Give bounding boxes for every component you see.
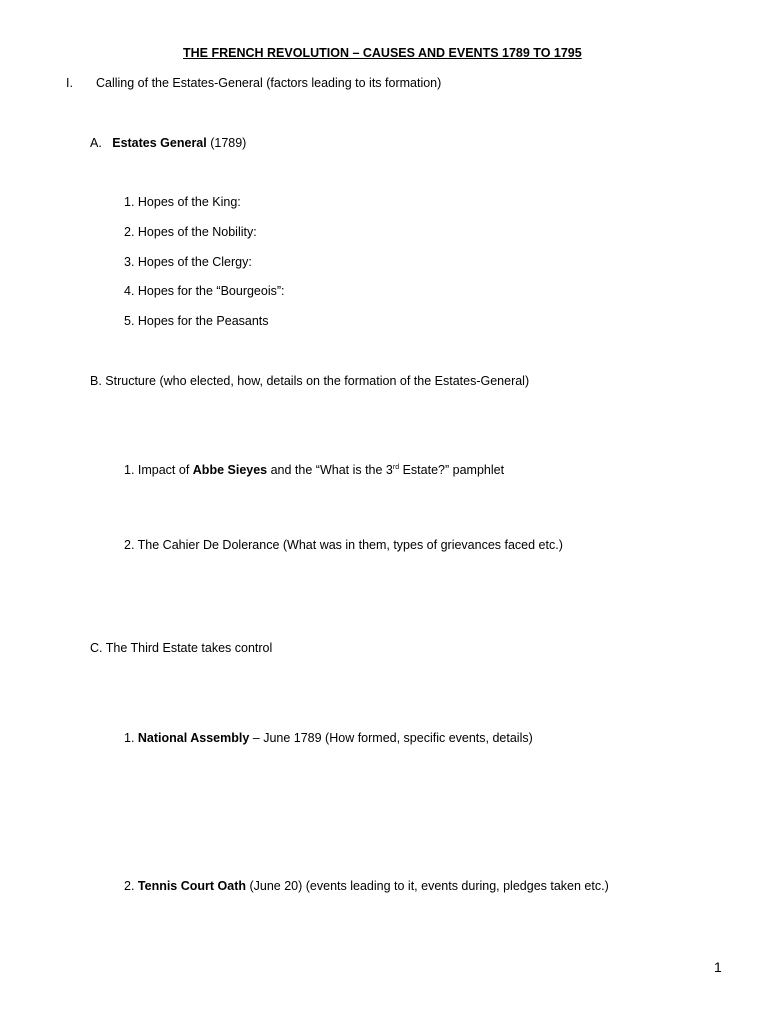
- section-c-item-2-prefix: 2.: [124, 879, 138, 893]
- section-b-item-1-bold: Abbe Sieyes: [192, 463, 268, 477]
- list-item: 2. Hopes of the Nobility:: [124, 225, 257, 239]
- section-c-item-1-bold: National Assembly: [137, 731, 250, 745]
- list-item: 3. Hopes of the Clergy:: [124, 255, 252, 269]
- section-a-rest: (1789): [206, 136, 247, 150]
- section-b-item-1-middle: and the “What is the 3: [267, 463, 393, 477]
- section-b-heading: B. Structure (who elected, how, details on the formation of the Estates-General): [90, 374, 530, 388]
- section-i-numeral: I.: [66, 76, 73, 90]
- section-b-item-1-sup: rd: [392, 463, 400, 471]
- page-number: 1: [714, 959, 722, 975]
- section-c-item-2-rest: (June 20) (events leading to it, events during, pledges taken etc.): [246, 879, 609, 893]
- section-a-heading: [90, 136, 246, 151]
- section-b-item-1-suffix: Estate?” pamphlet: [399, 463, 505, 477]
- list-item: 4. Hopes for the “Bourgeois”:: [124, 284, 285, 298]
- section-c-item-1-rest: – June 1789 (How formed, specific events, details): [249, 731, 533, 745]
- section-i-heading: Calling of the Estates-General (factors leading to its formation): [96, 76, 442, 90]
- page-title: THE FRENCH REVOLUTION – CAUSES AND EVENTS 1789 TO 1795: [183, 46, 582, 60]
- section-c-item-2: [124, 879, 609, 894]
- section-c-heading: C. The Third Estate takes control: [90, 641, 273, 655]
- section-b-item-1: [124, 463, 504, 478]
- section-b-item-2: 2. The Cahier De Dolerance (What was in them, types of grievances faced etc.): [124, 538, 563, 552]
- section-c-item-2-bold: Tennis Court Oath: [137, 879, 247, 893]
- list-item: 1. Hopes of the King:: [124, 195, 241, 209]
- section-a-letter: A.: [90, 136, 102, 150]
- section-a-bold: Estates General: [112, 136, 207, 150]
- section-c-item-1-prefix: 1.: [124, 731, 138, 745]
- section-c-item-1: [124, 731, 533, 746]
- section-b-item-1-prefix: 1. Impact of: [124, 463, 193, 477]
- list-item: 5. Hopes for the Peasants: [124, 314, 269, 328]
